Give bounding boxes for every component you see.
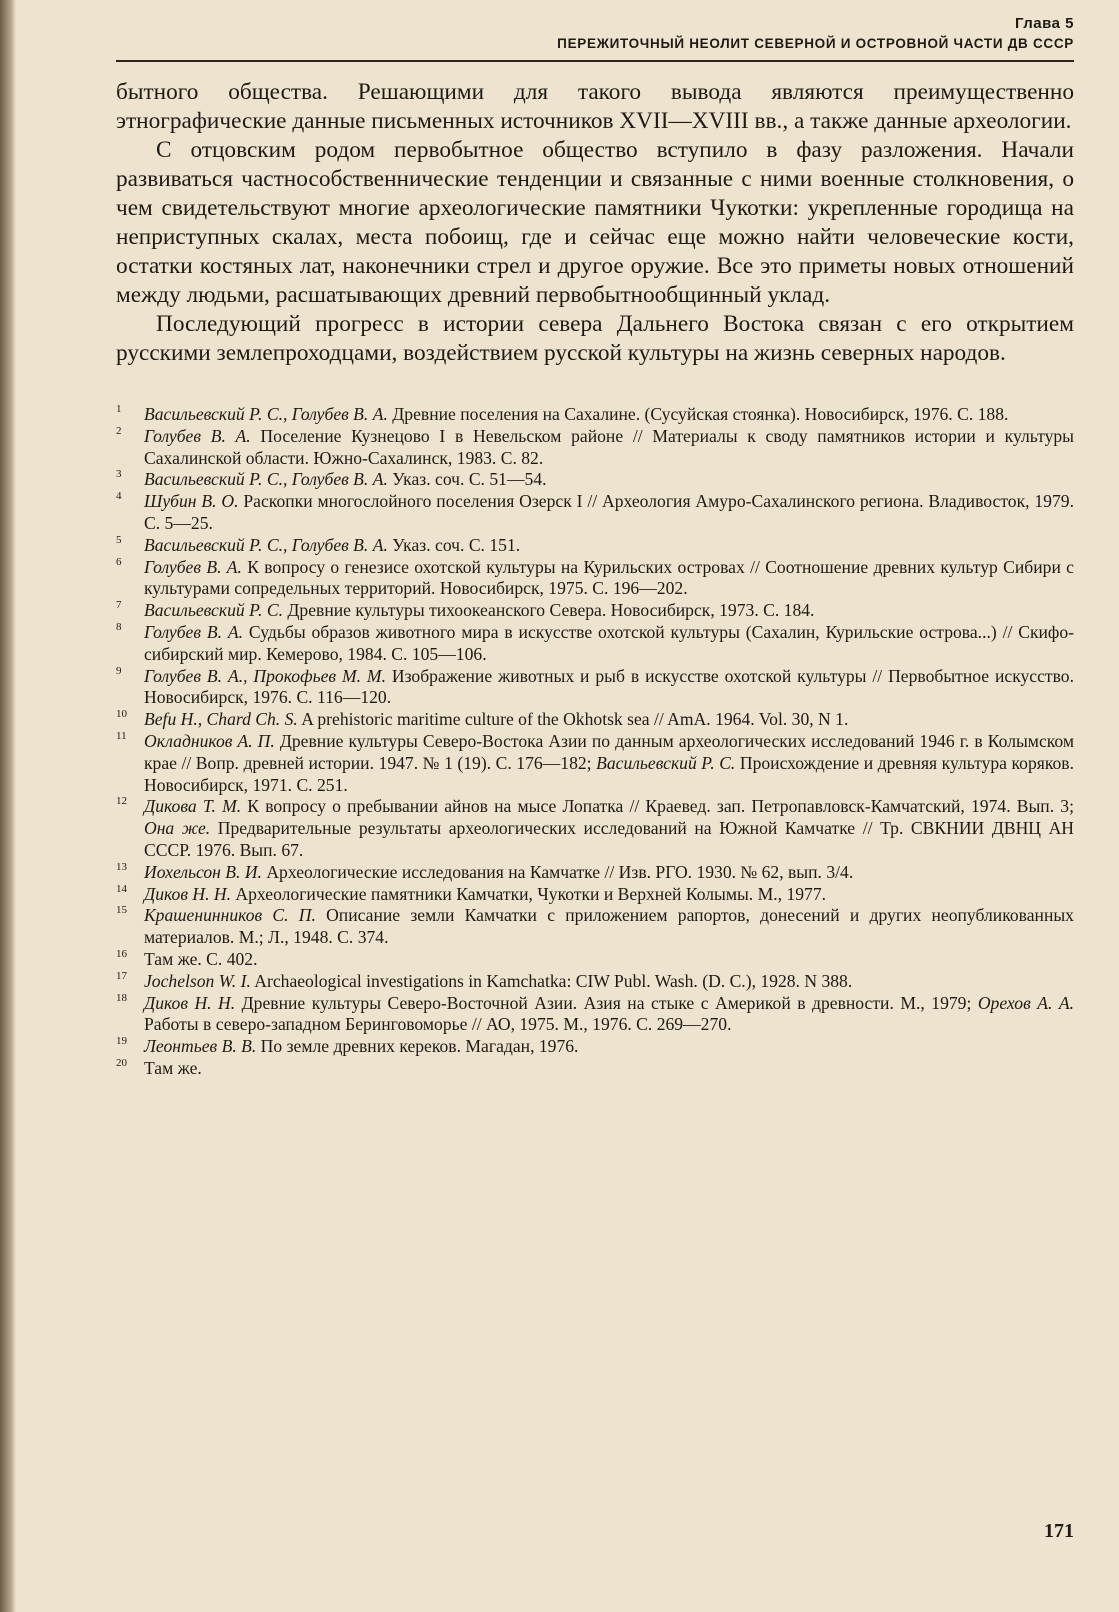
footnote-author: Крашенинников С. П. (144, 905, 316, 926)
footnote-author: Befu H., Chard Ch. S. (144, 709, 298, 730)
footnote-author: Иохельсон В. И. (144, 861, 262, 882)
footnote-number: 17 (116, 969, 127, 982)
footnote-number: 10 (116, 708, 127, 721)
footnote-number: 2 (116, 424, 122, 437)
footnote-number: 19 (116, 1035, 127, 1048)
footnote-number: 3 (116, 468, 122, 481)
footnote (116, 862, 1074, 884)
footnote-author: Шубин В. О. (144, 491, 239, 512)
footnote-text: Судьбы образов животного мира в искусстве охотской культуры (Сахалин, Курильские острова...) // Скифо-сибирский мир. Кемерово, 1984. С. 105—106. (144, 621, 1074, 664)
footnote-text: Указ. соч. С. 51—54. (387, 469, 547, 490)
footnote-author: Васильевский Р. С., Голубев В. А. (144, 534, 388, 555)
footnote (116, 666, 1074, 710)
footnote-text: Происхождение и древняя культура коряков. Новосибирск, 1971. С. 251. (144, 752, 1074, 795)
paragraph: Последующий прогресс в истории севера Дальнего Востока связан с его открытием русскими землепроходцами, воздействием русской культуры на жизнь северных народов. (116, 311, 1074, 366)
footnote-text: По земле древних кереков. Магадан, 1976. (256, 1036, 579, 1057)
book-page (116, 14, 1074, 1542)
footnote-text: Работы в северо-западном Беринговоморье // АО, 1975. М., 1976. С. 269—270. (144, 1014, 732, 1035)
footnote-text: Изображение животных и рыб в искусстве охотской культуры // Первобытное искусство. Новосибирск, 1976. С. 116—120. (144, 665, 1074, 708)
footnote (116, 426, 1074, 470)
footnote-number: 18 (116, 991, 127, 1004)
footnote-text: Archaeological investigations in Kamchatka: CIW Publ. Wash. (D. C.), 1928. N 388. (250, 970, 853, 991)
footnote-number: 15 (116, 904, 127, 917)
footnote-number: 4 (116, 490, 122, 503)
footnote-text: Древние культуры тихоокеанского Севера. Новосибирск, 1973. С. 184. (283, 600, 815, 621)
footnote (116, 796, 1074, 861)
footnote-author: Jochelson W. I. (144, 970, 251, 991)
footnote-number: 7 (116, 599, 122, 612)
footnote-number: 9 (116, 664, 122, 677)
footnote (116, 469, 1074, 491)
footnote-author: Она же. (144, 818, 211, 839)
footnote-author: Голубев В. А. (144, 425, 251, 446)
footnote-text: К вопросу о генезисе охотской культуры на Курильских островах // Соотношение древних культур Сибири с культурами сопредельных территорий. Новосибирск, 1975. С. 196—202. (144, 556, 1074, 599)
footnote-text: Поселение Кузнецово I в Невельском районе // Материалы к своду памятников истории и культуры Сахалинской области. Южно-Сахалинск, 1983. С. 82. (144, 425, 1074, 468)
footnote-text: Археологические исследования на Камчатке // Изв. РГО. 1930. № 62, вып. 3/4. (261, 861, 854, 882)
footnote-text: Археологические памятники Камчатки, Чукотки и Верхней Колымы. М., 1977. (231, 883, 827, 904)
footnote-text: A prehistoric maritime culture of the Okhotsk sea // AmA. 1964. Vol. 30, N 1. (297, 709, 849, 730)
footnote-author: Васильевский Р. С., Голубев В. А. (144, 469, 388, 490)
footnote-text: Древние культуры Северо-Востока Азии по данным археологических исследований 1946 г. в Колымском крае // Вопр. древней истории. 1947. № 1 (19). С. 176—182; (144, 730, 1074, 773)
running-title: ПЕРЕЖИТОЧНЫЙ НЕОЛИТ СЕВЕРНОЙ И ОСТРОВНОЙ ЧАСТИ ДВ СССР (116, 34, 1074, 62)
footnote-author: Васильевский Р. С. (591, 752, 736, 773)
footnote (116, 884, 1074, 906)
main-text (116, 78, 1074, 368)
footnote (116, 971, 1074, 993)
footnote (116, 622, 1074, 666)
footnote-author: Васильевский Р. С. (144, 600, 283, 621)
footnote-number: 13 (116, 860, 127, 873)
footnotes (116, 404, 1074, 1080)
footnote-author: Голубев В. А., Прокофьев М. М. (144, 665, 386, 686)
footnote (116, 949, 1074, 971)
footnote-text: Раскопки многослойного поселения Озерск I // Археология Амуро-Сахалинского региона. Владивосток, 1979. С. 5—25. (144, 491, 1074, 533)
footnote-text: Древние культуры Северо-Восточной Азии. Азия на стыке с Америкой в древности. М., 1979; (235, 992, 972, 1013)
chapter-label: Глава 5 (1014, 15, 1074, 32)
footnote-author: Диков Н. Н. (144, 992, 236, 1013)
footnote (116, 535, 1074, 557)
paragraph: бытного общества. Решающими для такого вывода являются преимущественно этнографические данные письменных источников XVII—XVIII вв., а также данные археологии. (116, 79, 1074, 134)
footnote-text: Там же. (144, 1057, 202, 1078)
footnote-author: Орехов А. А. (971, 992, 1074, 1013)
footnote-number: 1 (116, 403, 122, 415)
footnote (116, 905, 1074, 949)
footnote-text: Предварительные результаты археологических исследований на Южной Камчатке // Тр. СВКНИИ ДВНЦ АН СССР. 1976. Вып. 67. (144, 818, 1074, 860)
binding-shadow (0, 0, 16, 1612)
footnote (116, 731, 1074, 796)
footnote-author: Голубев В. А. (144, 556, 242, 577)
footnote-number: 14 (116, 882, 127, 895)
footnote (116, 1036, 1074, 1058)
footnote-text: Описание земли Камчатки с приложением рапортов, донесений и других неопубликованных материалов. М.; Л., 1948. С. 374. (144, 905, 1074, 948)
footnote-number: 11 (116, 729, 127, 742)
footnote (116, 600, 1074, 622)
footnote-text: Указ. соч. С. 151. (387, 534, 521, 555)
footnote-author: Голубев В. А. (144, 621, 244, 642)
footnote-number: 8 (116, 620, 122, 633)
footnote-author: Дикова Т. М. (144, 796, 242, 817)
footnote-author: Диков Н. Н. (144, 883, 231, 904)
footnote (116, 993, 1074, 1037)
footnote-text: К вопросу о пребывании айнов на мысе Лопатка // Краевед. зап. Петропавловск-Камчатский, 1974. Вып. 3; (241, 796, 1074, 817)
footnote (116, 709, 1074, 731)
page-number: 171 (1044, 1520, 1074, 1542)
footnote-number: 20 (116, 1056, 127, 1069)
footnote (116, 404, 1074, 426)
footnote (116, 491, 1074, 535)
footnote (116, 1058, 1074, 1080)
footnote-author: Окладников А. П. (144, 730, 275, 751)
footnote-number: 16 (116, 947, 127, 960)
footnote-author: Леонтьев В. В. (144, 1036, 257, 1057)
page-header (116, 14, 1074, 62)
footnote-text: Там же. С. 402. (144, 948, 258, 969)
footnote (116, 557, 1074, 601)
footnote-number: 12 (116, 795, 127, 808)
paragraph: С отцовским родом первобытное общество вступило в фазу разложения. Начали развиваться частнособственнические тенденции и связанные с ними военные столкновения, о чем свидетельствуют многие археологические памятники Чукотки: укрепленные городища на неприступных скалах, места побоищ, где и сейчас еще можно найти человеческие кости, остатки костяных лат, наконечники стрел и другое оружие. Все это приметы новых отношений между людьми, расшатывающих древний первобытнообщинный уклад. (116, 137, 1074, 308)
footnote-text: Древние поселения на Сахалине. (Сусуйская стоянка). Новосибирск, 1976. С. 188. (387, 404, 1009, 424)
footnote-number: 5 (116, 533, 122, 546)
footnote-author: Васильевский Р. С., Голубев В. А. (144, 404, 388, 424)
footnote-number: 6 (116, 555, 122, 568)
